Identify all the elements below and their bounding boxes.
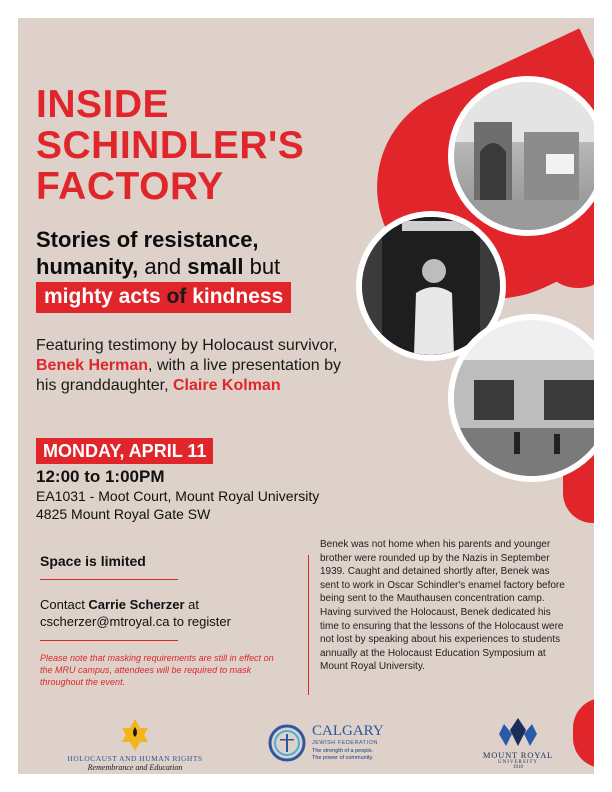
subtitle-line: [36, 253, 356, 280]
mru-name: MOUNT ROYAL: [482, 750, 554, 760]
menorah-ring-icon: [268, 724, 306, 762]
contact-email[interactable]: cscherzer@mtroyal.ca to register: [40, 614, 231, 629]
contact-name: Carrie Scherzer: [88, 597, 185, 612]
subtitle-line: Stories of resistance,: [36, 227, 259, 252]
calgary-federation-logo: [268, 724, 398, 764]
star-of-david-icon: [120, 718, 150, 752]
contact-info: [40, 596, 290, 630]
hhr-logo: [50, 718, 220, 772]
space-limited: Space is limited: [40, 553, 146, 569]
contact-line: [40, 596, 290, 613]
flyer: [18, 18, 594, 774]
historic-photo-gate: [448, 76, 594, 236]
red-decoration: [573, 698, 594, 768]
highlight-banner: [36, 282, 291, 313]
featuring-part: , with a live presentation by his granddaughter,: [36, 357, 342, 394]
slogan-text: The power of community.: [312, 755, 374, 761]
title-line: FACTORY: [36, 165, 224, 208]
hhr-name: HOLOCAUST AND HUMAN RIGHTS: [67, 754, 203, 763]
presenter-name: Claire Kolman: [173, 377, 281, 394]
subtitle-word: humanity,: [36, 254, 139, 279]
title-line: INSIDE: [36, 83, 170, 126]
calgary-text: CALGARY: [312, 723, 384, 739]
contact-text: at: [184, 597, 200, 612]
masking-note: Please note that masking requirements are still in effect on the MRU campus, attendees will be required to mask throughout the event.: [40, 653, 274, 687]
biography: Benek was not home when his parents and younger brother were rounded up by the Nazis in September 1939. Caught and detained shortly after, Benek was sent to work in Oscar Schindler's enamel factory before being sent to the Mauthausen concentration camp. Having survived the Holocaust, Benek dedicated his time to ensuring that the lessons of the Holocaust were not lost by speaking about his experiences to students annually at the Holocaust Education Symposium at Mount Royal University.: [320, 539, 565, 673]
survivor-name: Benek Herman: [36, 357, 149, 374]
mru-year: 1910: [513, 765, 523, 770]
highlight-text: mighty acts: [44, 285, 167, 308]
mount-royal-logo: [468, 716, 568, 770]
event-time: 12:00 to 1:00PM: [36, 467, 165, 486]
highlight-text: kindness: [186, 285, 284, 308]
mountain-peaks-icon: [496, 716, 540, 748]
highlight-text: of: [166, 285, 187, 308]
vertical-divider: [308, 555, 309, 695]
page-title: [36, 84, 366, 207]
subtitle: [36, 226, 356, 280]
event-location: EA1031 - Moot Court, Mount Royal University: [36, 488, 320, 504]
subtitle-word: but: [243, 254, 281, 279]
mru-university: UNIVERSITY: [498, 760, 538, 765]
federation-text: JEWISH FEDERATION: [312, 740, 378, 746]
featuring-text: [36, 336, 346, 396]
event-date: MONDAY, APRIL 11: [36, 438, 213, 464]
title-line: SCHINDLER'S: [36, 124, 305, 167]
featuring-part: Featuring testimony by Holocaust survivor,: [36, 337, 338, 354]
slogan-text: The strength of a people.: [312, 748, 374, 754]
divider: [40, 579, 178, 580]
subtitle-word: and: [138, 254, 188, 279]
contact-text: Contact: [40, 597, 89, 612]
divider: [40, 640, 178, 641]
event-address: 4825 Mount Royal Gate SW: [36, 506, 211, 522]
hhr-tagline: Remembrance and Education: [87, 763, 183, 772]
subtitle-word: small: [187, 254, 244, 279]
